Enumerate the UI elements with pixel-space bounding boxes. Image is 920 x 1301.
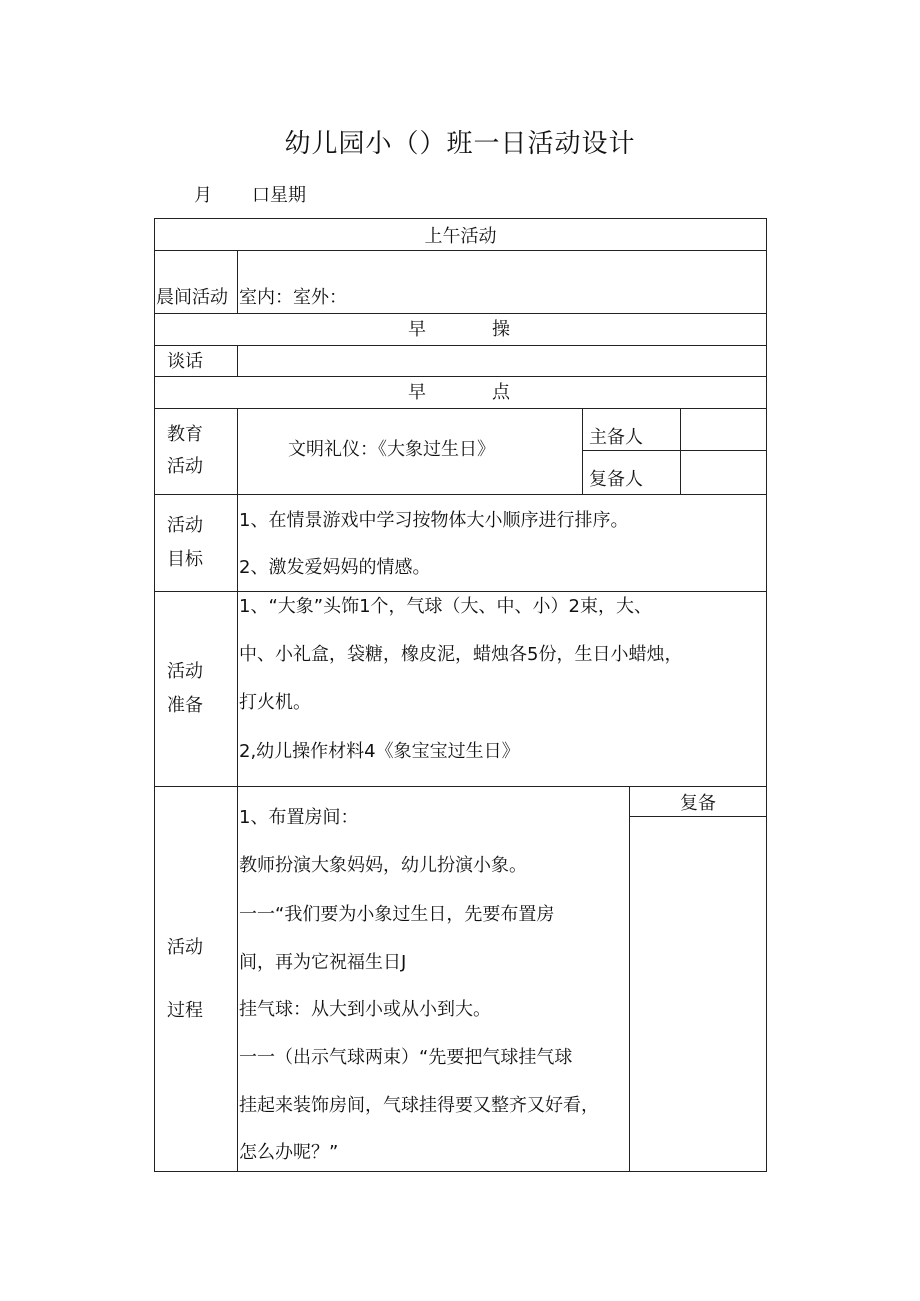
col-divider <box>237 250 238 313</box>
side-header-divider <box>629 816 767 817</box>
preparation-line: 中、小礼盒，袋糖，橡皮泥，蜡烛各5份，生日小蜡烛， <box>239 644 683 665</box>
goals-label-line1: 活动 <box>167 515 203 536</box>
row-divider <box>154 494 767 495</box>
process-side-header: 复备 <box>680 793 716 814</box>
snack-char-2: 点 <box>492 382 510 403</box>
preparation-line: 1、“大象”头饰1个，气球（大、中、小）2束，大、 <box>239 596 653 617</box>
process-label-line1: 活动 <box>167 937 203 958</box>
preparation-label-line2: 准备 <box>167 695 203 716</box>
process-label-line2: 过程 <box>167 1000 203 1021</box>
morning-activities-header: 上午活动 <box>424 226 497 247</box>
page-title: 幼儿园小（）班一日活动设计 <box>284 129 636 159</box>
education-label-line1: 教育 <box>167 424 203 445</box>
goal-item: 1、在情景游戏中学习按物体大小顺序进行排序。 <box>239 510 629 531</box>
process-line: 一一（出示气球两束）“先要把气球挂气球 <box>239 1047 573 1068</box>
col-divider <box>582 408 583 494</box>
process-line: 一一“我们要为小象过生日，先要布置房 <box>239 904 555 925</box>
row-divider <box>154 345 767 346</box>
preparation-line: 打火机。 <box>239 692 311 713</box>
process-line: 间，再为它祝福生日J <box>239 952 407 973</box>
row-divider <box>154 786 767 787</box>
process-line: 教师扮演大象妈妈，幼儿扮演小象。 <box>239 855 527 876</box>
exercise-char-2: 操 <box>492 319 510 340</box>
row-divider <box>154 313 767 314</box>
row-divider <box>154 408 767 409</box>
col-divider <box>237 408 238 1172</box>
preparation-line: 2,幼儿操作材料4《象宝宝过生日》 <box>239 741 520 762</box>
goals-label-line2: 目标 <box>167 549 203 570</box>
date-day-week: 口星期 <box>252 185 306 206</box>
goal-item: 2、激发爱妈妈的情感。 <box>239 557 431 578</box>
date-month: 月 <box>194 185 212 206</box>
snack-char-1: 早 <box>408 382 426 403</box>
morning-activity-content: 室内：室外： <box>239 287 347 308</box>
talk-label: 谈话 <box>167 351 203 372</box>
education-label-line2: 活动 <box>167 456 203 477</box>
morning-activity-label: 晨间活动 <box>156 287 228 308</box>
process-line: 挂气球：从大到小或从小到大。 <box>239 999 491 1020</box>
main-preparer-label: 主备人 <box>589 427 643 448</box>
row-divider <box>154 591 767 592</box>
process-line: 1、布置房间： <box>239 807 359 828</box>
process-line: 怎么办呢？” <box>239 1142 339 1163</box>
col-divider <box>629 786 630 1172</box>
row-divider <box>154 250 767 251</box>
preparer-divider <box>582 450 767 451</box>
preparation-label-line1: 活动 <box>167 661 203 682</box>
row-divider <box>154 376 767 377</box>
col-divider <box>237 345 238 376</box>
col-divider <box>680 408 681 494</box>
education-content: 文明礼仪：《大象过生日》 <box>288 439 495 460</box>
process-line: 挂起来装饰房间，气球挂得要又整齐又好看， <box>239 1095 599 1116</box>
exercise-char-1: 早 <box>408 319 426 340</box>
co-preparer-label: 复备人 <box>589 469 643 490</box>
